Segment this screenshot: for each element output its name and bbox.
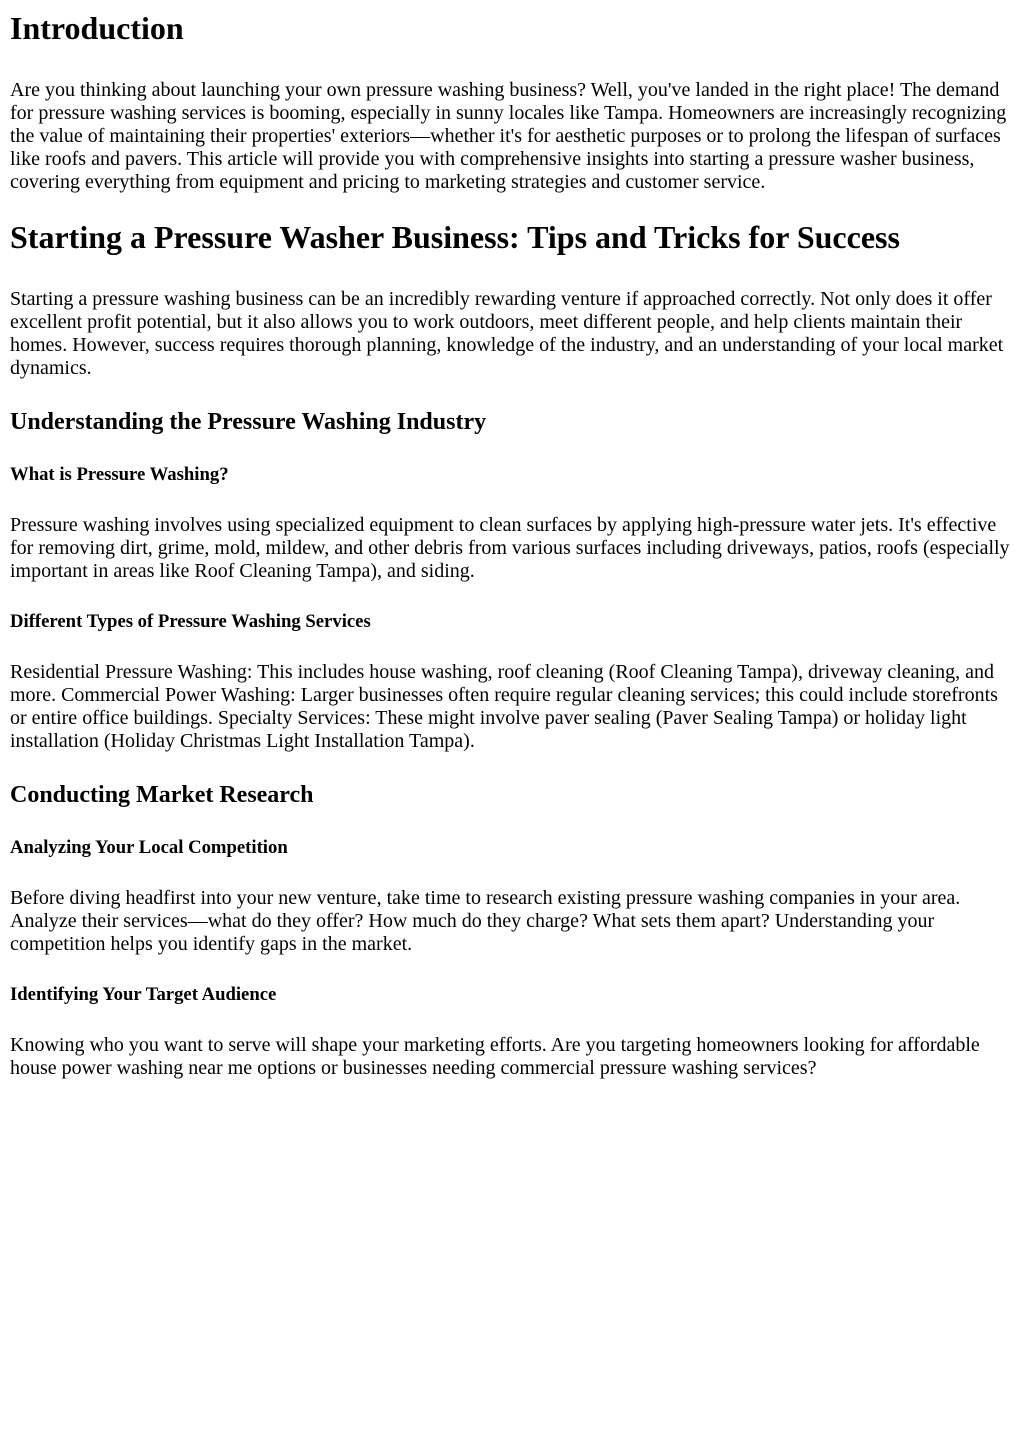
competition-heading: Analyzing Your Local Competition <box>10 837 288 858</box>
audience-paragraph: Knowing who you want to serve will shape your marketing efforts. Are you targeting homeowners looking for affordable house power washing near me options or businesses needing commercial pressure washing services? <box>10 1034 980 1079</box>
industry-heading: Understanding the Pressure Washing Industry <box>10 409 487 435</box>
audience-heading: Identifying Your Target Audience <box>10 984 277 1005</box>
article <box>0 10 1024 1080</box>
types-heading: Different Types of Pressure Washing Services <box>10 611 371 632</box>
types-paragraph: Residential Pressure Washing: This includes house washing, roof cleaning (Roof Cleaning Tampa), driveway cleaning, and more. Commercial Power Washing: Larger businesses often require regular cleaning services; this could include storefronts or entire office buildings. Specialty Services: These might involve paver sealing (Paver Sealing Tampa) or holiday light installation (Holiday Christmas Light Installation Tampa). <box>10 661 998 752</box>
starting-paragraph: Starting a pressure washing business can be an incredibly rewarding venture if approached correctly. Not only does it offer excellent profit potential, but it also allows you to work outdoors, meet different people, and help clients maintain their homes. However, success requires thorough planning, knowledge of the industry, and an understanding of your local market dynamics. <box>10 288 1004 379</box>
research-heading: Conducting Market Research <box>10 782 314 808</box>
competition-paragraph: Before diving headfirst into your new venture, take time to research existing pressure washing companies in your area. Analyze their services—what do they offer? How much do they charge? What sets them apart? Understanding your competition helps you identify gaps in the market. <box>10 887 961 955</box>
what-is-paragraph: Pressure washing involves using specialized equipment to clean surfaces by applying high-pressure water jets. It's effective for removing dirt, grime, mold, mildew, and other debris from various surfaces including driveways, patios, roofs (especially important in areas like Roof Cleaning Tampa), and siding. <box>10 514 1010 582</box>
intro-paragraph: Are you thinking about launching your own pressure washing business? Well, you've landed in the right place! The demand for pressure washing services is booming, especially in sunny locales like Tampa. Homeowners are increasingly recognizing the value of maintaining their properties' exteriors—whether it's for aesthetic purposes or to prolong the lifespan of surfaces like roofs and pavers. This article will provide you with comprehensive insights into starting a pressure washer business, covering everything from equipment and pricing to marketing strategies and customer service. <box>10 79 1007 193</box>
what-is-heading: What is Pressure Washing? <box>10 464 229 485</box>
intro-heading: Introduction <box>10 10 184 46</box>
starting-heading: Starting a Pressure Washer Business: Tips and Tricks for Success <box>10 219 900 255</box>
